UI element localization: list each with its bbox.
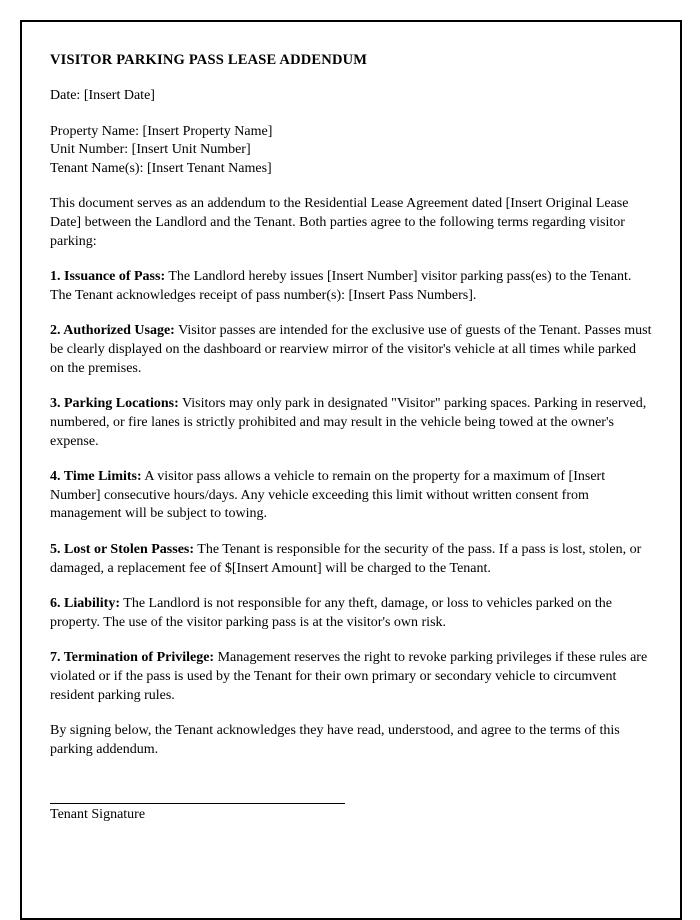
- tenant-names-line: Tenant Name(s): [Insert Tenant Names]: [50, 160, 272, 176]
- section-issuance: [50, 268, 652, 305]
- section-time-limits-text: A visitor pass allows a vehicle to remain on the property for a maximum of [Insert Number] consecutive hours/days. Any vehicle exceeding this limit without written consent from management will be subject to towing.: [50, 469, 606, 522]
- closing-paragraph: By signing below, the Tenant acknowledges they have read, understood, and agree to the terms of this parking addendum.: [50, 723, 620, 757]
- property-info-block: [50, 123, 652, 179]
- section-termination-text: Management reserves the right to revoke parking privileges if these rules are violated or if the pass is used by the Tenant for their own primary or secondary vehicle to circumvent resident parking rules.: [50, 650, 648, 703]
- section-time-limits: [50, 468, 652, 524]
- signature-area: [50, 803, 652, 823]
- section-issuance-text: The Landlord hereby issues [Insert Number] visitor parking pass(es) to the Tenant. The Tenant acknowledges receipt of pass number(s): [Insert Pass Numbers].: [50, 269, 632, 303]
- section-termination-label: 7. Termination of Privilege:: [50, 650, 215, 666]
- section-issuance-label: 1. Issuance of Pass:: [50, 269, 166, 285]
- section-termination: [50, 649, 652, 705]
- date-line: Date: [Insert Date]: [50, 88, 155, 103]
- section-lost-stolen: [50, 541, 652, 578]
- intro-paragraph: This document serves as an addendum to the Residential Lease Agreement dated [Insert Original Lease Date] between the Landlord and the Tenant. Both parties agree to the following terms regarding visitor parking:: [50, 196, 629, 249]
- section-authorized-usage-label: 2. Authorized Usage:: [50, 323, 175, 339]
- tenant-signature-label: Tenant Signature: [50, 807, 146, 823]
- section-time-limits-label: 4. Time Limits:: [50, 469, 142, 485]
- section-parking-locations-label: 3. Parking Locations:: [50, 396, 179, 412]
- section-parking-locations: [50, 395, 652, 451]
- unit-number-line: Unit Number: [Insert Unit Number]: [50, 142, 251, 158]
- tenant-signature-line: [50, 803, 345, 804]
- section-lost-stolen-text: The Tenant is responsible for the security of the pass. If a pass is lost, stolen, or damaged, a replacement fee of $[Insert Amount] will be charged to the Tenant.: [50, 541, 642, 576]
- section-liability-label: 6. Liability:: [50, 596, 121, 612]
- section-liability-text: The Landlord is not responsible for any theft, damage, or loss to vehicles parked on the property. The use of the visitor parking pass is at the visitor's own risk.: [50, 596, 612, 630]
- section-authorized-usage-text: Visitor passes are intended for the exclusive use of guests of the Tenant. Passes must be clearly displayed on the dashboard or rearview mirror of the visitor's vehicle at all times while parked on the premises.: [50, 323, 652, 376]
- property-name-line: Property Name: [Insert Property Name]: [50, 123, 273, 139]
- document-page: [20, 20, 682, 920]
- section-lost-stolen-label: 5. Lost or Stolen Passes:: [50, 541, 195, 557]
- section-liability: [50, 595, 652, 632]
- document-title: VISITOR PARKING PASS LEASE ADDENDUM: [50, 52, 368, 68]
- section-authorized-usage: [50, 322, 652, 378]
- section-parking-locations-text: Visitors may only park in designated "Visitor" parking spaces. Parking in reserved, numbered, or fire lanes is strictly prohibited and may result in the vehicle being towed at the owner's expense.: [50, 396, 647, 449]
